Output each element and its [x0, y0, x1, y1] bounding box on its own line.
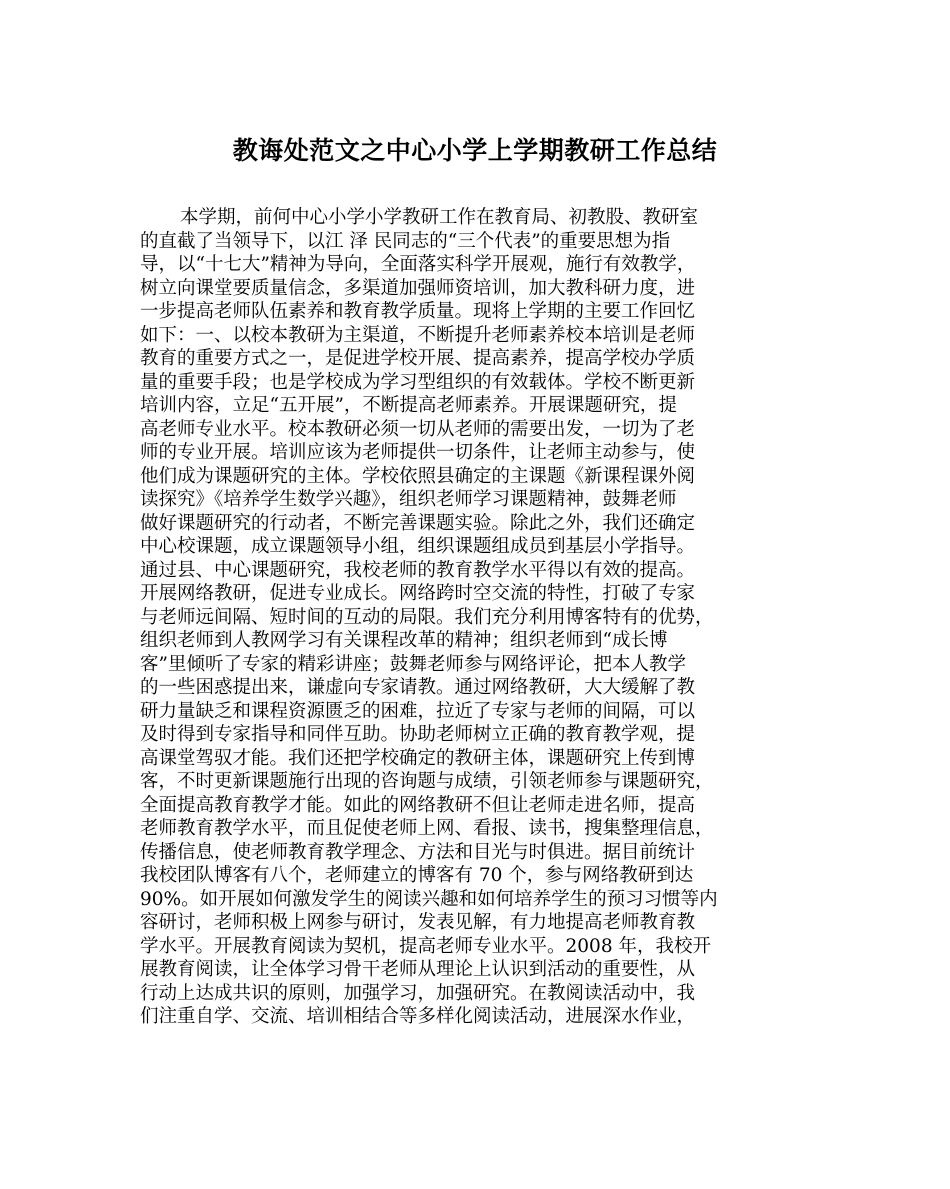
body-line: 通过县、中心课题研究，我校老师的教育教学水平得以有效的提高。 — [140, 559, 696, 581]
body-line: 树立向课堂要质量信念，多渠道加强师资培训，加大教科研力度，进 — [140, 277, 696, 299]
body-line: 们注重自学、交流、培训相结合等多样化阅读活动，进展深水作业， — [140, 1006, 696, 1027]
body-line: 导，以“十七大”精神为导向，全面落实科学开展观，施行有效教学， — [140, 254, 696, 275]
body-line: 传播信息，使老师教育教学理念、方法和目光与时俱进。据目前统计 — [140, 841, 696, 863]
body-line: 读探究》《培养学生数学兴趣》，组织老师学习课题精神，鼓舞老师 — [140, 489, 677, 510]
body-line: 与老师远间隔、短时间的互动的局限。我们充分利用博客特有的优势， — [140, 606, 714, 628]
body-line: 做好课题研究的行动者，不断完善课题实验。除此之外，我们还确定 — [140, 512, 696, 534]
body-line: 我校团队博客有八个，老师建立的博客有 70 个，参与网络教研到达 — [140, 865, 694, 886]
body-line: 研力量缺乏和课程资源匮乏的困难，拉近了专家与老师的间隔，可以 — [140, 700, 696, 722]
document-title: 教诲处范文之中心小学上学期教研工作总结 — [232, 136, 718, 165]
body-line: 的直截了当领导下，以江 泽 民同志的“三个代表”的重要思想为指 — [140, 230, 671, 252]
body-line: 师的专业开展。培训应该为老师提供一切条件，让老师主动参与，使 — [140, 442, 696, 463]
document-body — [140, 206, 820, 1029]
body-line: 开展网络教研，促进专业成长。网络跨时空交流的特性，打破了专家 — [140, 583, 696, 604]
body-line: 本学期，前何中心小学小学教研工作在教育局、初教股、教研室 — [180, 207, 699, 228]
body-line: 90%。如开展如何激发学生的阅读兴趣和如何培养学生的预习习惯等内 — [140, 888, 718, 910]
body-line: 客”里倾听了专家的精彩讲座；鼓舞老师参与网络评论，把本人教学 — [140, 653, 686, 675]
body-line: 及时得到专家指导和同伴互助。协助老师树立正确的教育教学观，提 — [140, 724, 696, 745]
body-line: 展教育阅读，让全体学习骨干老师从理论上认识到活动的重要性，从 — [140, 959, 696, 980]
body-line: 容研讨，老师积极上网参与研讨，发表见解，有力地提高老师教育教 — [140, 912, 696, 933]
body-line: 培训内容，立足“五开展”，不断提高老师素养。开展课题研究，提 — [140, 395, 677, 416]
body-line: 组织老师到人教网学习有关课程改革的精神；组织老师到“成长博 — [140, 630, 668, 651]
body-line: 他们成为课题研究的主体。学校依照县确定的主课题《新课程课外阅 — [140, 465, 696, 487]
body-line: 老师教育教学水平，而且促使老师上网、看报、读书，搜集整理信息， — [140, 818, 714, 839]
body-line: 一步提高老师队伍素养和教育教学质量。现将上学期的主要工作回忆 — [140, 301, 696, 322]
body-line: 中心校课题，成立课题领导小组，组织课题组成员到基层小学指导。 — [140, 536, 696, 557]
body-line: 如下：一、以校本教研为主渠道，不断提升老师素养校本培训是老师 — [140, 324, 696, 346]
body-line: 客，不时更新课题施行出现的咨询题与成绩，引领老师参与课题研究， — [140, 771, 714, 792]
body-line: 学水平。开展教育阅读为契机，提高老师专业水平。2008 年，我校开 — [140, 935, 711, 957]
body-line: 高课堂驾驭才能。我们还把学校确定的教研主体，课题研究上传到博 — [140, 747, 696, 769]
body-line: 行动上达成共识的原则，加强学习，加强研究。在教阅读活动中，我 — [140, 982, 696, 1004]
body-line: 教育的重要方式之一，是促进学校开展、提高素养，提高学校办学质 — [140, 348, 696, 369]
body-line: 高老师专业水平。校本教研必须一切从老师的需要出发，一切为了老 — [140, 418, 696, 440]
body-line: 量的重要手段；也是学校成为学习型组织的有效载体。学校不断更新 — [140, 371, 696, 393]
body-line: 的一些困惑提出来，谦虚向专家请教。通过网络教研，大大缓解了教 — [140, 677, 696, 698]
body-line: 全面提高教育教学才能。如此的网络教研不但让老师走进名师，提高 — [140, 794, 696, 816]
